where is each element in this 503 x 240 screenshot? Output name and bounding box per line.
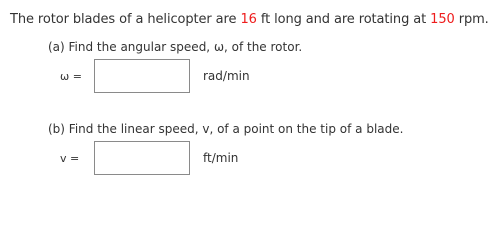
omega-symbol-label: ω = xyxy=(60,70,82,83)
part-a-question: (a) Find the angular speed, ω, of the rotor. xyxy=(48,40,303,54)
linear-speed-input[interactable] xyxy=(94,141,190,175)
statement-text-pre: The rotor blades of a helicopter are xyxy=(10,12,241,27)
problem-statement xyxy=(10,12,489,27)
statement-text-mid: ft long and are rotating at xyxy=(256,12,431,27)
statement-text-post: rpm. xyxy=(454,12,489,27)
linear-speed-unit: ft/min xyxy=(203,151,239,165)
rotation-rate-value: 150 xyxy=(430,12,455,27)
part-b-question: (b) Find the linear speed, v, of a point on the tip of a blade. xyxy=(48,122,404,136)
blade-length-value: 16 xyxy=(240,12,257,27)
v-symbol-label: v = xyxy=(60,152,80,165)
angular-speed-input[interactable] xyxy=(94,59,190,93)
angular-speed-unit: rad/min xyxy=(203,69,250,83)
